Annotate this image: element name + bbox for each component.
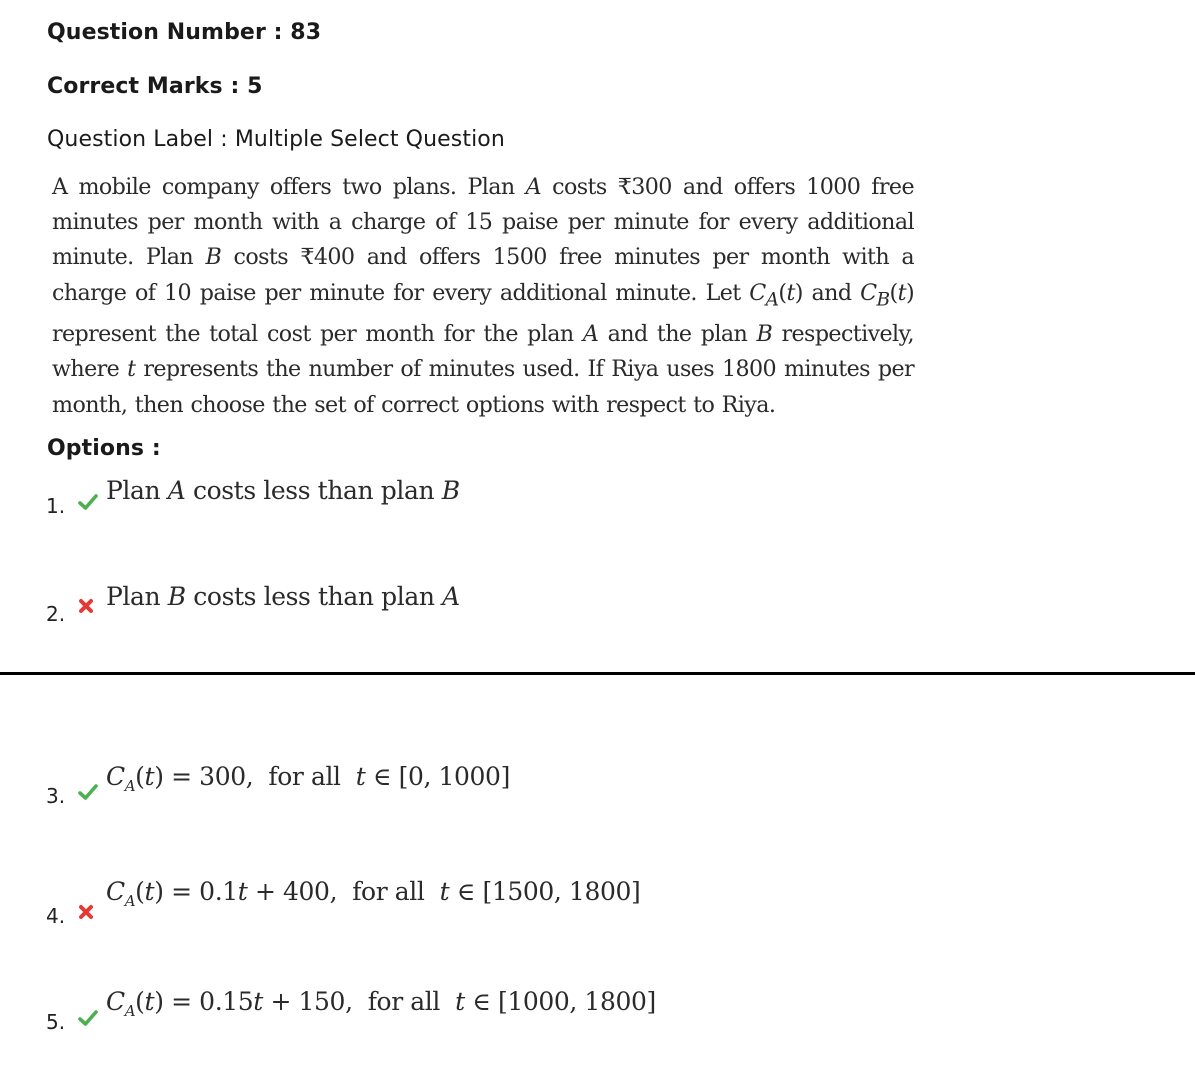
option-text: $C_A(t) = 0.1t + 400$, for all t ∈ [1500, 1800] bbox=[106, 877, 641, 910]
question-number: Question Number : 83 bbox=[47, 20, 322, 45]
option-number: 5. bbox=[46, 1010, 66, 1034]
question-label: Question Label : Multiple Select Question bbox=[47, 127, 505, 152]
option-text: Plan A costs less than plan B bbox=[106, 476, 460, 505]
check-icon bbox=[78, 492, 98, 512]
check-icon bbox=[78, 1008, 98, 1028]
option-text: $C_A(t) = 0.15t + 150$, for all t ∈ [1000, 1800] bbox=[106, 987, 656, 1020]
option-number: 1. bbox=[46, 494, 66, 518]
option-number: 4. bbox=[46, 904, 66, 928]
option-number: 3. bbox=[46, 784, 66, 808]
correct-marks: Correct Marks : 5 bbox=[47, 74, 263, 99]
check-icon bbox=[78, 782, 98, 802]
options-heading: Options : bbox=[47, 436, 161, 461]
option-text: Plan B costs less than plan A bbox=[106, 582, 460, 611]
cross-icon bbox=[78, 598, 94, 614]
option-text: $C_A(t) = 300$, for all t ∈ [0, 1000] bbox=[106, 762, 510, 795]
option-number: 2. bbox=[46, 602, 66, 626]
cross-icon bbox=[78, 904, 94, 920]
question-text: A mobile company offers two plans. Plan A costs ₹300 and offers 1000 free minutes per month with a charge of 15 paise per minute for every additional minute. Plan B costs ₹400 and offers 1500 free minutes per month with a charge of 10 paise per minute for every additional minute. Let $C_A(t)$ and $C_B(t)$ represent the total cost per month for the plan A and the plan B respectively, where t represents the number of minutes used. If Riya uses 1800 minutes per month, then choose the set of correct options with respect to Riya. bbox=[52, 174, 914, 418]
page-divider bbox=[0, 672, 1195, 675]
